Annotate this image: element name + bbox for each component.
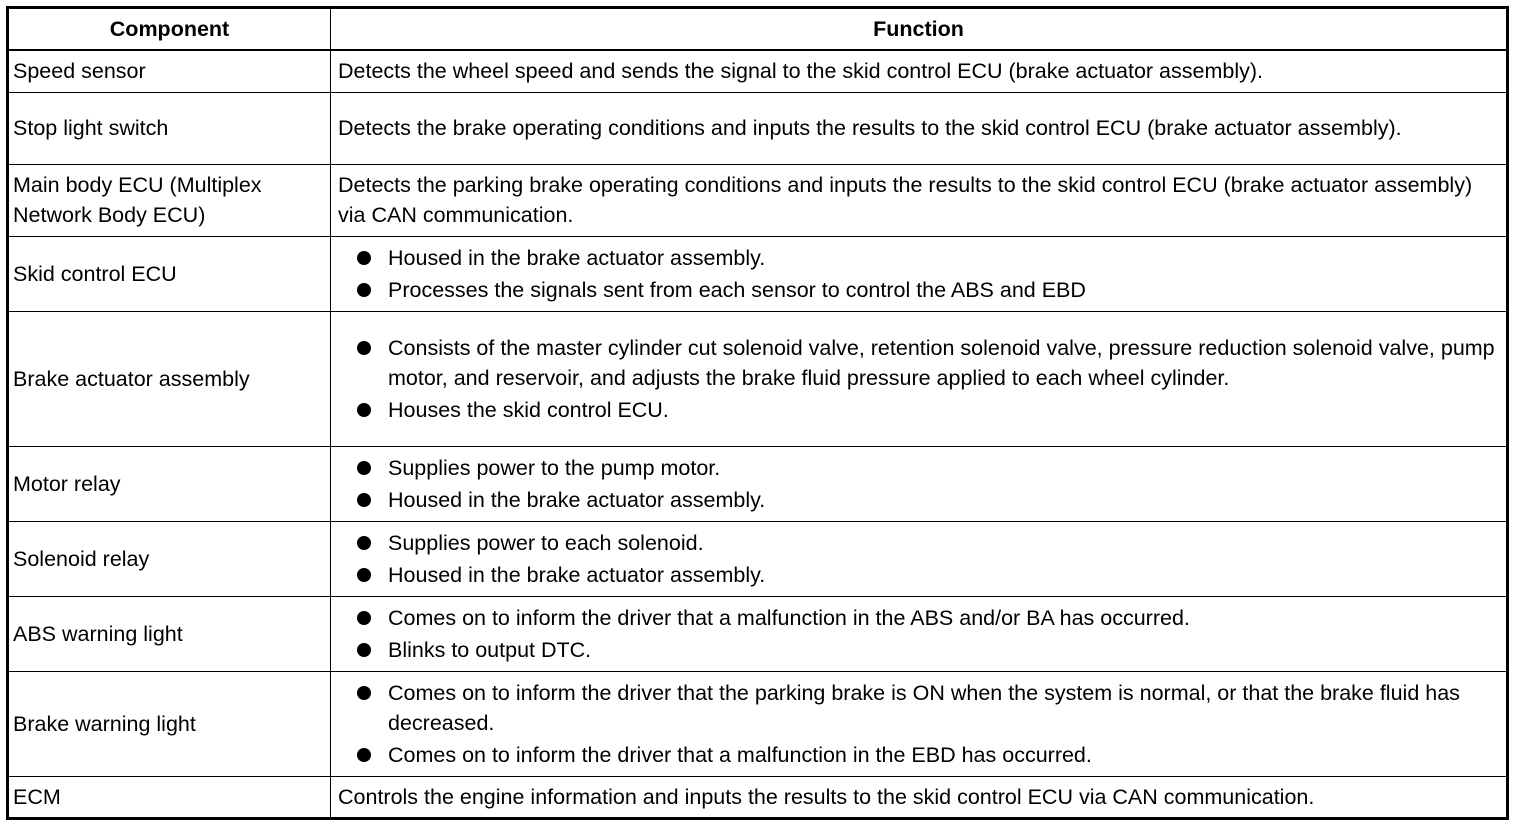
table-row (8, 92, 1508, 164)
bullet-text: Supplies power to the pump motor. (388, 455, 721, 480)
component-function-table (6, 6, 1509, 820)
function-cell (331, 671, 1508, 776)
bullet-text: Consists of the master cylinder cut solenoid valve, retention solenoid valve, pressure reduction solenoid valve, pump motor, and reservoir, and adjusts the brake fluid pressure applied to each wheel cylinder. (388, 335, 1495, 390)
table-row (8, 596, 1508, 671)
bullet-text: Housed in the brake actuator assembly. (388, 487, 766, 512)
column-header-function: Function (331, 8, 1508, 51)
function-cell (331, 446, 1508, 521)
column-header-component: Component (8, 8, 331, 51)
bullet-icon (357, 686, 371, 700)
list-item (338, 740, 1498, 770)
function-bullet-list (338, 333, 1498, 425)
function-cell (331, 596, 1508, 671)
bullet-icon (357, 536, 371, 550)
function-cell: Detects the parking brake operating conditions and inputs the results to the skid control ECU (brake actuator assembly) via CAN communication. (331, 164, 1508, 236)
table-row (8, 236, 1508, 311)
list-item (338, 485, 1498, 515)
bullet-text: Comes on to inform the driver that a malfunction in the EBD has occurred. (388, 742, 1092, 767)
function-cell (331, 236, 1508, 311)
function-bullet-list (338, 603, 1498, 665)
bullet-text: Housed in the brake actuator assembly. (388, 562, 766, 587)
list-item (338, 243, 1498, 273)
list-item (338, 333, 1498, 393)
function-bullet-list (338, 243, 1498, 305)
function-cell (331, 521, 1508, 596)
bullet-icon (357, 493, 371, 507)
bullet-icon (357, 341, 371, 355)
table-body (8, 50, 1508, 818)
list-item (338, 528, 1498, 558)
table-row (8, 164, 1508, 236)
list-item (338, 635, 1498, 665)
component-cell: Skid control ECU (8, 236, 331, 311)
list-item (338, 560, 1498, 590)
function-cell: Controls the engine information and inputs the results to the skid control ECU via CAN communication. (331, 776, 1508, 818)
component-cell: Main body ECU (Multiplex Network Body ECU) (8, 164, 331, 236)
component-cell: Brake actuator assembly (8, 311, 331, 446)
function-bullet-list (338, 453, 1498, 515)
function-bullet-list (338, 678, 1498, 770)
bullet-text: Houses the skid control ECU. (388, 397, 669, 422)
table-row (8, 50, 1508, 92)
bullet-icon (357, 568, 371, 582)
bullet-text: Housed in the brake actuator assembly. (388, 245, 766, 270)
list-item (338, 603, 1498, 633)
table-row (8, 776, 1508, 818)
table-row (8, 521, 1508, 596)
bullet-icon (357, 251, 371, 265)
bullet-text: Supplies power to each solenoid. (388, 530, 704, 555)
component-cell: Solenoid relay (8, 521, 331, 596)
component-cell: Motor relay (8, 446, 331, 521)
list-item (338, 275, 1498, 305)
function-cell (331, 311, 1508, 446)
table-row (8, 311, 1508, 446)
list-item (338, 678, 1498, 738)
function-cell: Detects the brake operating conditions and inputs the results to the skid control ECU (brake actuator assembly). (331, 92, 1508, 164)
table-row (8, 446, 1508, 521)
bullet-icon (357, 643, 371, 657)
component-cell: Stop light switch (8, 92, 331, 164)
bullet-icon (357, 611, 371, 625)
table-row (8, 671, 1508, 776)
bullet-icon (357, 403, 371, 417)
header-row (8, 8, 1508, 51)
bullet-text: Processes the signals sent from each sensor to control the ABS and EBD (388, 277, 1086, 302)
function-bullet-list (338, 528, 1498, 590)
bullet-text: Blinks to output DTC. (388, 637, 592, 662)
bullet-icon (357, 283, 371, 297)
component-cell: Brake warning light (8, 671, 331, 776)
component-cell: ECM (8, 776, 331, 818)
component-cell: ABS warning light (8, 596, 331, 671)
bullet-text: Comes on to inform the driver that the parking brake is ON when the system is normal, or that the brake fluid has decreased. (388, 680, 1460, 735)
list-item (338, 453, 1498, 483)
bullet-icon (357, 748, 371, 762)
bullet-icon (357, 461, 371, 475)
function-cell: Detects the wheel speed and sends the signal to the skid control ECU (brake actuator assembly). (331, 50, 1508, 92)
component-cell: Speed sensor (8, 50, 331, 92)
list-item (338, 395, 1498, 425)
bullet-text: Comes on to inform the driver that a malfunction in the ABS and/or BA has occurred. (388, 605, 1190, 630)
